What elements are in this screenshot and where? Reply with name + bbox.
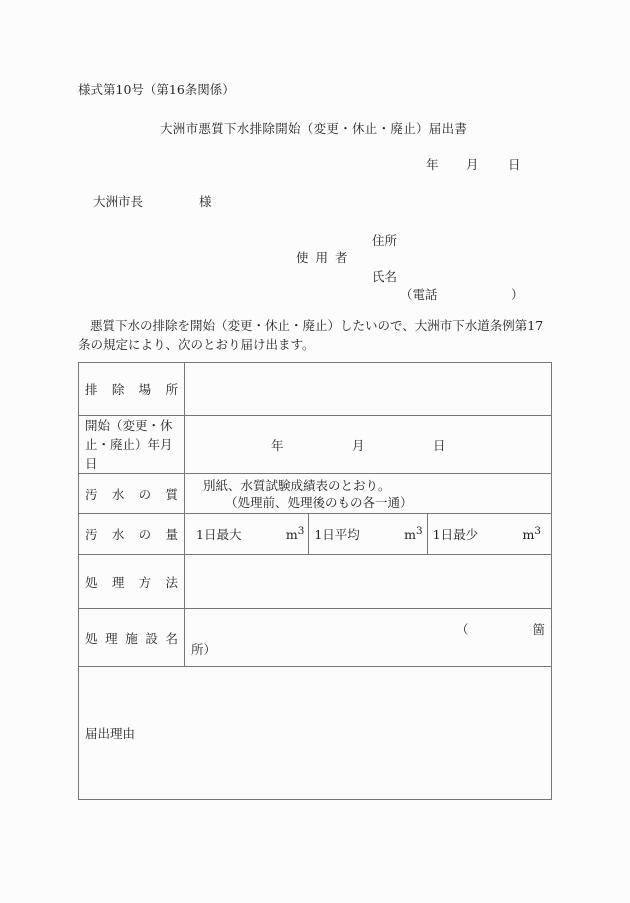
start-date-day: 日 bbox=[433, 437, 446, 453]
body-text: 悪質下水の排除を開始（変更・休止・廃止）したいので、大洲市下水道条例第17条の規定により、次のとおり届け出ます。 bbox=[78, 318, 544, 352]
table-row-reason bbox=[79, 667, 552, 800]
document-title: 大洲市悪質下水排除開始（変更・休止・廃止）届出書 bbox=[160, 121, 468, 136]
field-start-date[interactable] bbox=[185, 416, 552, 474]
phone-label: （電話 bbox=[400, 287, 438, 302]
field-discharge-location[interactable] bbox=[185, 363, 552, 416]
table-row-start-date bbox=[79, 416, 552, 474]
field-treatment-method[interactable] bbox=[185, 555, 552, 609]
form-number: 様式第10号（第16条関係） bbox=[78, 82, 235, 97]
table-row-treatment-method bbox=[79, 555, 552, 609]
facility-count-close: 所） bbox=[191, 641, 217, 657]
table-row-treatment-facility bbox=[79, 609, 552, 667]
label-start-date: 開始（変更・休止・廃止）年月日 bbox=[79, 416, 185, 474]
daily-max-field[interactable]: 1日最大 $m^3$ bbox=[196, 525, 305, 543]
table-row-wastewater-volume bbox=[79, 514, 552, 555]
application-form-table bbox=[78, 362, 552, 800]
table-row-wastewater-quality bbox=[79, 474, 552, 514]
facility-count-unit: 箇 bbox=[532, 621, 545, 637]
daily-min-field[interactable]: 1日最少 $m^3$ bbox=[427, 514, 545, 554]
field-wastewater-quality[interactable] bbox=[185, 474, 552, 514]
table-row-discharge-location bbox=[79, 363, 552, 416]
label-wastewater-volume: 汚 水 の 量 bbox=[79, 514, 185, 555]
date-day: 日 bbox=[508, 157, 521, 172]
field-wastewater-volume bbox=[185, 514, 552, 555]
phone-close: ） bbox=[511, 287, 524, 302]
field-treatment-facility[interactable] bbox=[185, 609, 552, 667]
quality-note-line2: （処理前、処理後のもの各一通） bbox=[225, 494, 413, 510]
honorific: 様 bbox=[199, 194, 212, 209]
addressee: 大洲市長 bbox=[93, 194, 144, 209]
address-label: 住所 bbox=[372, 233, 398, 248]
start-date-month: 月 bbox=[352, 437, 365, 453]
label-treatment-facility: 処 理 施 設 名 bbox=[79, 609, 185, 667]
label-treatment-method: 処 理 方 法 bbox=[79, 555, 185, 609]
quality-note-line1: 別紙、水質試験成績表のとおり。 bbox=[203, 477, 391, 493]
label-wastewater-quality: 汚 水 の 質 bbox=[79, 474, 185, 514]
field-reason[interactable] bbox=[79, 667, 552, 800]
date-year: 年 bbox=[426, 157, 439, 172]
date-month: 月 bbox=[466, 157, 479, 172]
user-label: 使用者 bbox=[296, 250, 355, 265]
label-reason: 届出理由 bbox=[85, 726, 136, 741]
start-date-year: 年 bbox=[271, 437, 284, 453]
facility-count-open: （ bbox=[456, 621, 469, 637]
daily-average-field[interactable]: 1日平均 $m^3$ bbox=[308, 514, 426, 554]
label-discharge-location: 排 除 場 所 bbox=[79, 363, 185, 416]
name-label: 氏名 bbox=[372, 269, 398, 284]
